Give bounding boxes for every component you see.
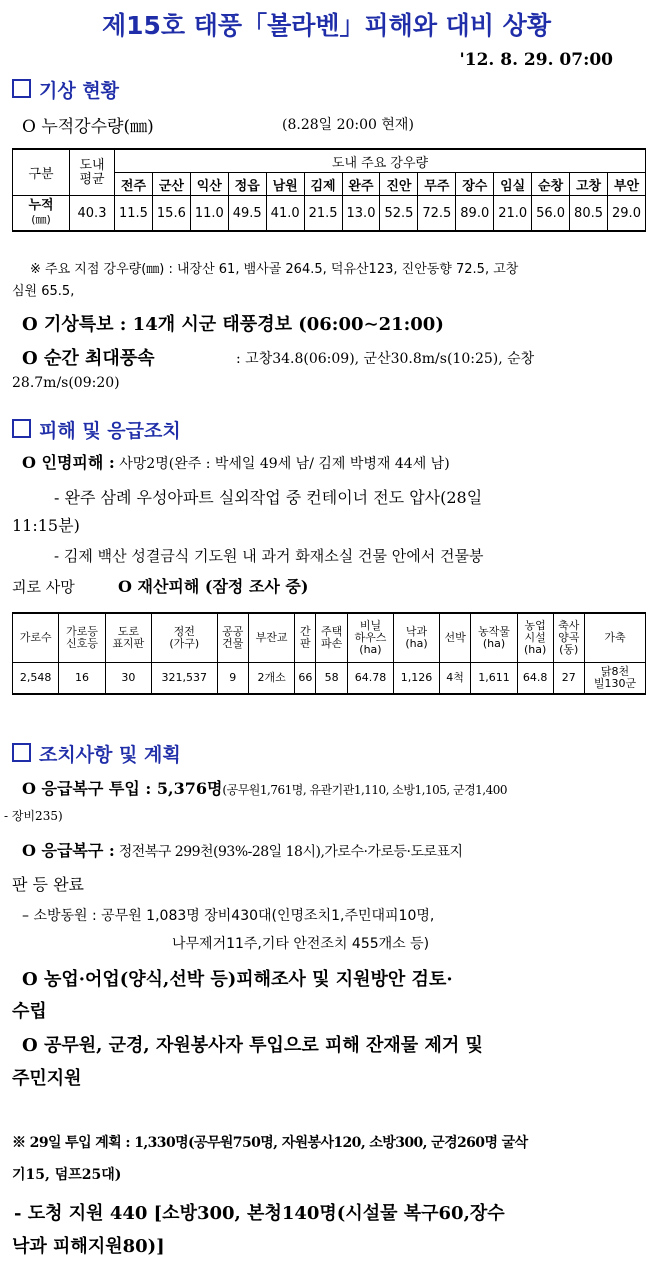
city-header: 남원 [266, 173, 304, 196]
property-header: 가로수 [13, 613, 59, 663]
support-line1: O 공무원, 군경, 자원봉사자 투입으로 피해 잔재물 제거 및 [22, 1035, 483, 1056]
city-rain-value: 56.0 [532, 196, 570, 232]
fire-line1: – 소방동원 : 공무원 1,083명 장비430대(인명조치1,주민대피10명, [22, 908, 435, 924]
city-rain-value: 89.0 [456, 196, 494, 232]
city-header: 진안 [380, 173, 418, 196]
city-rain-value: 21.5 [304, 196, 342, 232]
plan-line2: 기15, 덤프25대) [12, 1167, 122, 1183]
property-value: 30 [105, 663, 151, 695]
rainfall-label: O 누적강수량(㎜) [22, 117, 154, 137]
property-header: 축사 양곡 (동) [553, 613, 584, 663]
city-header: 완주 [342, 173, 380, 196]
report-date: '12. 8. 29. 07:00 [459, 50, 613, 70]
province-line2: 낙과 피해지원80)] [12, 1236, 165, 1257]
rainfall-table [12, 148, 646, 232]
city-rain-value: 13.0 [342, 196, 380, 232]
col-group-header: 구분 [13, 149, 70, 196]
plan-line1: ※ 29일 투입 계획 : 1,330명(공무원750명, 자원봉사120, 소방300, 군경260명 굴삭 [12, 1135, 528, 1151]
property-header: 농작물 (ha) [471, 613, 517, 663]
property-value: 27 [553, 663, 584, 695]
rainfall-asof: (8.28일 20:00 현재) [282, 117, 414, 133]
farm-line2: 수립 [12, 1001, 47, 1022]
checkbox-square-icon [12, 419, 31, 438]
property-header: 정전 (가구) [152, 613, 218, 663]
property-value: 4척 [439, 663, 470, 695]
checkbox-square-icon [12, 743, 31, 762]
casualty-item1-line2: 11:15분) [12, 516, 80, 535]
property-value: 64.8 [517, 663, 553, 695]
recovery-line [22, 838, 463, 861]
weather-warning: O 기상특보 : 14개 시군 태풍경보 (06:00∼21:00) [22, 314, 444, 335]
avg-value: 40.3 [70, 196, 115, 232]
property-value: 9 [217, 663, 248, 695]
casualty-item2-line2: 괴로 사망 [12, 578, 75, 596]
casualty-item1-line1: - 완주 삼례 우성아파트 실외작업 중 컨테이너 전도 압사(28일 [54, 488, 483, 507]
city-rain-value: 72.5 [418, 196, 456, 232]
section-weather-label: 기상 현황 [39, 80, 120, 102]
property-value: 1,126 [394, 663, 440, 695]
property-value: 16 [59, 663, 105, 695]
property-header: 주택 파손 [316, 613, 347, 663]
property-header-row [13, 613, 646, 663]
property-header: 간 판 [295, 613, 316, 663]
recovery-input-line2: - 장비235) [4, 809, 63, 823]
wind-label: O 순간 최대풍속 [22, 348, 155, 369]
city-rain-value: 15.6 [152, 196, 190, 232]
city-rain-value: 11.0 [190, 196, 228, 232]
city-header: 장수 [456, 173, 494, 196]
page-title: 제15호 태풍「볼라벤」피해와 대비 상황 [101, 11, 551, 40]
property-header: 공공 건물 [217, 613, 248, 663]
city-header: 순창 [532, 173, 570, 196]
col-avg-header: 도내 평균 [70, 149, 115, 196]
city-header: 김제 [304, 173, 342, 196]
recovery-label: O 응급복구 : [22, 841, 115, 860]
rain-note-line2: 심원 65.5, [12, 284, 75, 299]
property-value: 2,548 [13, 663, 59, 695]
city-rain-value: 11.5 [115, 196, 153, 232]
property-value: 닭8천 빌130군 [584, 663, 645, 695]
section-weather-heading [12, 76, 119, 103]
recovery-input-label: O 응급복구 투입 : 5,376명 [22, 779, 223, 798]
recovery-line2: 판 등 완료 [12, 875, 84, 894]
city-rain-value: 80.5 [570, 196, 608, 232]
property-value: 321,537 [152, 663, 218, 695]
property-header: 비닐 하우스 (ha) [347, 613, 393, 663]
wind-line1: : 고창34.8(06:09), 군산30.8m/s(10:25), 순창 [236, 351, 535, 367]
support-line2: 주민지원 [12, 1068, 82, 1089]
wind-line2: 28.7m/s(09:20) [12, 375, 120, 391]
section-actions-heading [12, 740, 181, 767]
rain-note-line1: ※ 주요 지점 강우량(㎜) : 내장산 61, 뱀사골 264.5, 덕유산123, 진안동향 72.5, 고창 [30, 262, 519, 277]
property-header: 가축 [584, 613, 645, 663]
section-actions-label: 조치사항 및 계획 [39, 744, 181, 766]
property-header: 선박 [439, 613, 470, 663]
property-header: 가로등 신호등 [59, 613, 105, 663]
section-damage-heading [12, 416, 181, 443]
property-header: 부잔교 [248, 613, 294, 663]
city-header: 무주 [418, 173, 456, 196]
city-header: 정읍 [228, 173, 266, 196]
col-major-header: 도내 주요 강우량 [115, 149, 646, 173]
property-value-row [13, 663, 646, 695]
recovery-input-detail: (공무원1,761명, 유관기관1,110, 소방1,105, 군경1,400 [222, 783, 508, 797]
rainfall-value-row [13, 196, 646, 232]
city-header: 임실 [494, 173, 532, 196]
casualty-line [22, 450, 450, 473]
property-header: 농업 시설 (ha) [517, 613, 553, 663]
casualty-label: O 인명피해 : [22, 453, 115, 472]
property-value: 1,611 [471, 663, 517, 695]
city-rain-value: 41.0 [266, 196, 304, 232]
property-value: 66 [295, 663, 316, 695]
property-value: 64.78 [347, 663, 393, 695]
checkbox-square-icon [12, 79, 31, 98]
province-line1: - 도청 지원 440 [소방300, 본청140명(시설물 복구60,장수 [14, 1203, 505, 1224]
farm-line1: O 농업·어업(양식,선박 등)피해조사 및 지원방안 검토· [22, 969, 453, 990]
property-damage-table [12, 612, 646, 695]
row-label: 누적 (㎜) [13, 196, 70, 232]
casualty-item2-line1: - 김제 백산 성결금식 기도원 내 과거 화재소실 건물 안에서 건물붕 [54, 547, 484, 565]
city-header: 익산 [190, 173, 228, 196]
recovery-input-line [22, 776, 507, 799]
city-rain-value: 52.5 [380, 196, 418, 232]
casualty-detail: 사망2명(완주 : 박세일 49세 남/ 김제 박병재 44세 남) [114, 456, 450, 472]
fire-line2: 나무제거11주,기타 안전조치 455개소 등) [172, 936, 430, 952]
city-header: 전주 [115, 173, 153, 196]
property-damage-label: O 재산피해 (잠정 조사 중) [118, 577, 309, 596]
property-header: 도로 표지판 [105, 613, 151, 663]
property-header: 낙과 (ha) [394, 613, 440, 663]
city-header: 군산 [152, 173, 190, 196]
city-header: 고창 [570, 173, 608, 196]
property-value: 2개소 [248, 663, 294, 695]
city-rain-value: 29.0 [607, 196, 645, 232]
city-rain-value: 49.5 [228, 196, 266, 232]
city-header: 부안 [607, 173, 645, 196]
section-damage-label: 피해 및 응급조치 [39, 420, 181, 442]
recovery-detail: 정전복구 299천(93%-28일 18시),가로수·가로등·도로표지 [114, 844, 463, 860]
property-value: 58 [316, 663, 347, 695]
city-rain-value: 21.0 [494, 196, 532, 232]
